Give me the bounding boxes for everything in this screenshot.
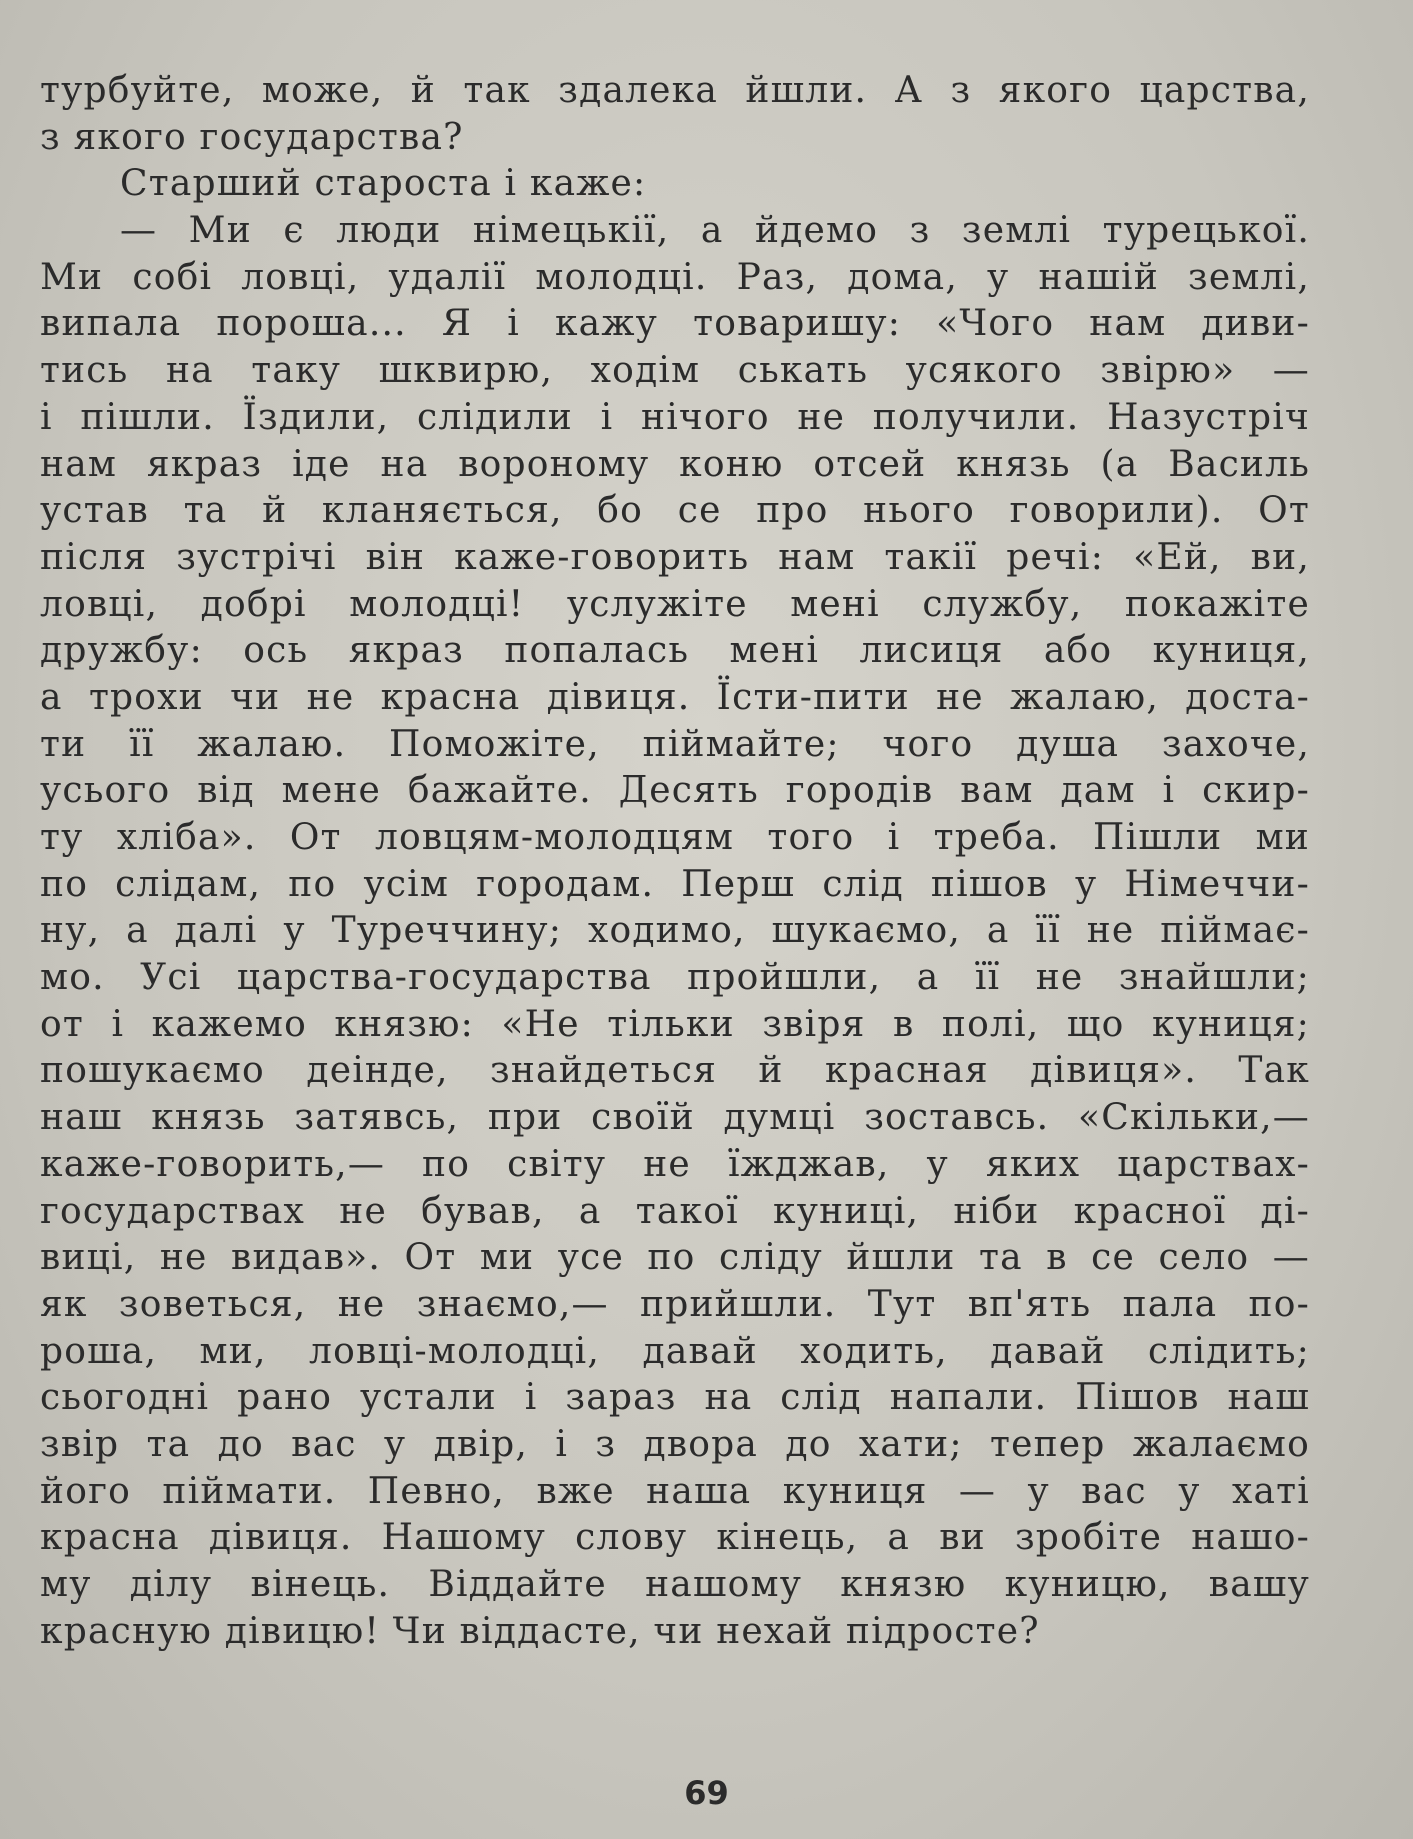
text-line: а трохи чи не красна дівиця. Їсти-пити не жалаю, доста- [40, 676, 1310, 718]
text-line: ну, а далі у Туреччину; ходимо, шукаємо, а її не піймає- [40, 910, 1310, 952]
text-line: сьогодні рано устали і зараз на слід напали. Пішов наш [40, 1377, 1310, 1419]
text-line: випала пороша... Я і кажу товаришу: «Чого нам диви- [40, 303, 1310, 345]
text-line: турбуйте, може, й так здалека йшли. А з якого царства, [40, 70, 1310, 111]
text-line: устав та й кланяється, бо се про нього говорили). От [40, 490, 1310, 532]
text-line: государствах не бував, а такої куниці, ніби красної ді- [40, 1190, 1310, 1232]
text-line: Ми собі ловці, удалії молодці. Раз, дома, у нашій землі, [40, 256, 1310, 298]
text-line: виці, не видав». От ми усе по сліду йшли та в се село — [40, 1237, 1310, 1279]
text-line: з якого государства? [40, 116, 464, 158]
text-line: Старший староста і каже: [120, 163, 647, 205]
text-line: мо. Усі царства-государства пройшли, а її не знайшли; [40, 957, 1310, 999]
page-number: 69 [684, 1774, 729, 1812]
text-line: от і кажемо князю: «Не тільки звіря в полі, що куниця; [40, 1003, 1310, 1045]
text-line: пошукаємо деінде, знайдеться й красная дівиця». Так [40, 1050, 1310, 1092]
text-line: тись на таку шквирю, ходім ськать усякого звірю» — [40, 350, 1310, 392]
text-line: каже-говорить,— по світу не їжджав, у яких царствах- [40, 1143, 1310, 1185]
text-line: наш князь затявсь, при своїй думці зоставсь. «Скільки,— [40, 1097, 1310, 1139]
text-line: красную дівицю! Чи віддасте, чи нехай підросте? [40, 1610, 1040, 1652]
text-line: нам якраз іде на вороному коню отсей князь (а Василь [40, 443, 1310, 485]
text-line: дружбу: ось якраз попалась мені лисиця або куниця, [40, 630, 1310, 672]
text-line: його піймати. Певно, вже наша куниця — у вас у хаті [40, 1470, 1310, 1512]
text-line: після зустрічі він каже-говорить нам такії речі: «Ей, ви, [40, 536, 1310, 578]
text-line: — Ми є люди німецькії, а йдемо з землі турецької. [120, 210, 1310, 252]
text-line: ти її жалаю. Поможіте, піймайте; чого душа захоче, [40, 723, 1310, 765]
text-line: як зоветься, не знаємо,— прийшли. Тут вп'ять пала по- [40, 1283, 1310, 1325]
text-line: ловці, добрі молодці! услужіте мені службу, покажіте [40, 583, 1310, 625]
text-line: і пішли. Їздили, слідили і нічого не получили. Назустріч [40, 396, 1310, 438]
text-line: звір та до вас у двір, і з двора до хати; тепер жалаємо [40, 1423, 1310, 1465]
text-line: ту хліба». От ловцям-молодцям того і треба. Пішли ми [40, 817, 1310, 858]
text-line: усього від мене бажайте. Десять городів вам дам і скир- [40, 770, 1310, 812]
text-line: по слідам, по усім городам. Перш слід пішов у Німеччи- [40, 863, 1310, 905]
body-text [40, 68, 1310, 1655]
text-line: красна дівиця. Нашому слову кінець, а ви зробіте нашо- [40, 1517, 1310, 1559]
text-line: му ділу вінець. Віддайте нашому князю куницю, вашу [40, 1564, 1310, 1605]
text-line: роша, ми, ловці-молодці, давай ходить, давай слідить; [40, 1330, 1310, 1372]
